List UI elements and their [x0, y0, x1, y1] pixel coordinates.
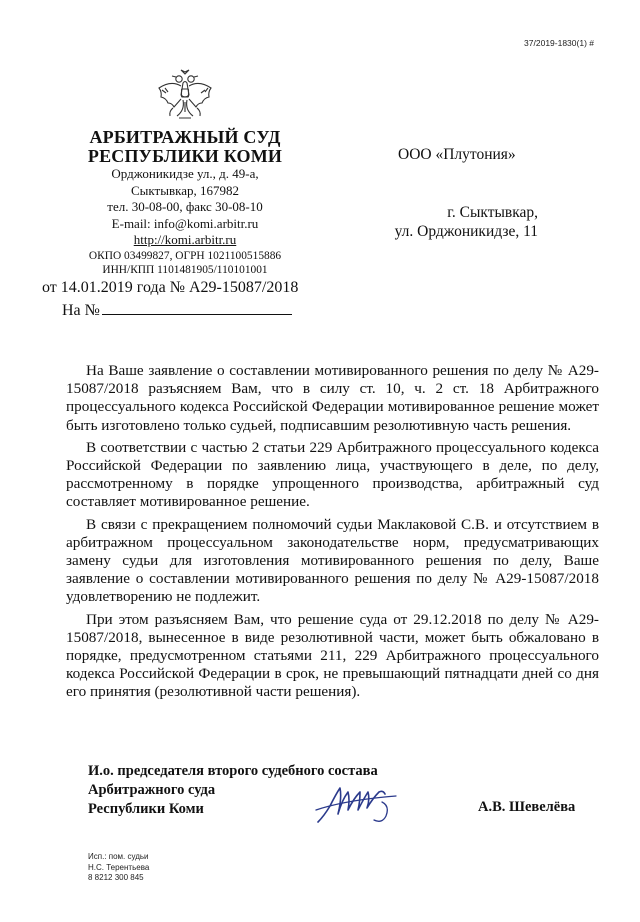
recipient-street: ул. Орджоникидзе, 11 — [394, 223, 538, 240]
body-paragraph: При этом разъясняем Вам, что решение суда от 29.12.2018 по делу № А29-15087/2018, вынесенное в виде резолютивной части, может быть обжаловано в порядке, предусмотренном статьями 211, 229 Арбитражного процессуального кодекса Российской Федерации в срок, не превышающий пятнадцати дней со дня его принятия (резолютивной части решения). — [66, 610, 599, 701]
document-number: 37/2019-1830(1) # — [524, 38, 594, 48]
executor-footer — [88, 852, 149, 884]
body-paragraph: В соответствии с частью 2 статьи 229 Арбитражного процессуального кодекса Российской Федерации по заявлению лица, участвующего в деле, по делу, рассмотренному в порядке упрощенного производства, арбитражный суд составляет мотивированное решение. — [66, 438, 599, 511]
letter-body — [66, 362, 599, 706]
court-website-link[interactable]: http://komi.arbitr.ru — [133, 232, 237, 247]
reference-number-blank — [102, 300, 292, 315]
court-address-line2: Сыктывкар, 167982 — [131, 182, 239, 198]
handwritten-signature-icon — [312, 772, 430, 832]
court-email: E-mail: info@komi.arbitr.ru — [111, 215, 259, 231]
body-paragraph: На Ваше заявление о составлении мотивированного решения по делу № А29-15087/2018 разъясняем Вам, что в силу ст. 10, ч. 2 ст. 18 Арбитражного процессуального кодекса Российской Федерации мотивированное решение может быть изготовлено только судьей, подписавшим резолютивную часть решения. — [66, 362, 599, 434]
signatory-title-line1: И.о. председателя второго судебного состава — [88, 763, 378, 779]
executor-line1: Исп.: пом. судьи — [88, 852, 149, 861]
court-okpo-ogrn: ОКПО 03499827, ОГРН 1021100515886 — [88, 249, 282, 262]
executor-phone: 8 8212 300 845 — [88, 873, 144, 882]
court-letterhead — [30, 128, 340, 277]
signer-name: А.В. Шевелёва — [478, 799, 576, 815]
court-phone-fax: тел. 30-08-00, факс 30-08-10 — [107, 199, 263, 214]
recipient-address — [372, 203, 538, 241]
reference-number-line — [62, 300, 292, 320]
signatory-title-line3: Республики Коми — [88, 801, 204, 817]
court-inn-kpp: ИНН/КПП 1101481905/110101001 — [102, 263, 268, 276]
recipient-name: ООО «Плутония» — [398, 146, 516, 163]
court-address-line1: Орджоникидзе ул., д. 49-а, — [111, 166, 259, 181]
court-name-line2: РЕСПУБЛИКИ КОМИ — [87, 146, 283, 166]
reference-number-label: На № — [62, 302, 100, 319]
signatory-title-line2: Арбитражного суда — [88, 782, 216, 798]
executor-line2: Н.С. Терентьева — [88, 862, 150, 872]
letter-date-number: от 14.01.2019 года № А29-15087/2018 — [42, 279, 299, 296]
court-name-line1: АРБИТРАЖНЫЙ СУД — [89, 127, 281, 147]
russian-eagle-emblem-icon — [153, 68, 217, 126]
body-paragraph: В связи с прекращением полномочий судьи Маклаковой С.В. и отсутствием в арбитражном процессуальном законодательстве норм, предусматривающих замену судьи для изготовления мотивированного решения по делу, Ваше заявление о составлении мотивированного решения по делу № А29-15087/2018 удовлетворению не подлежит. — [66, 515, 599, 606]
recipient-city: г. Сыктывкар, — [447, 204, 538, 221]
